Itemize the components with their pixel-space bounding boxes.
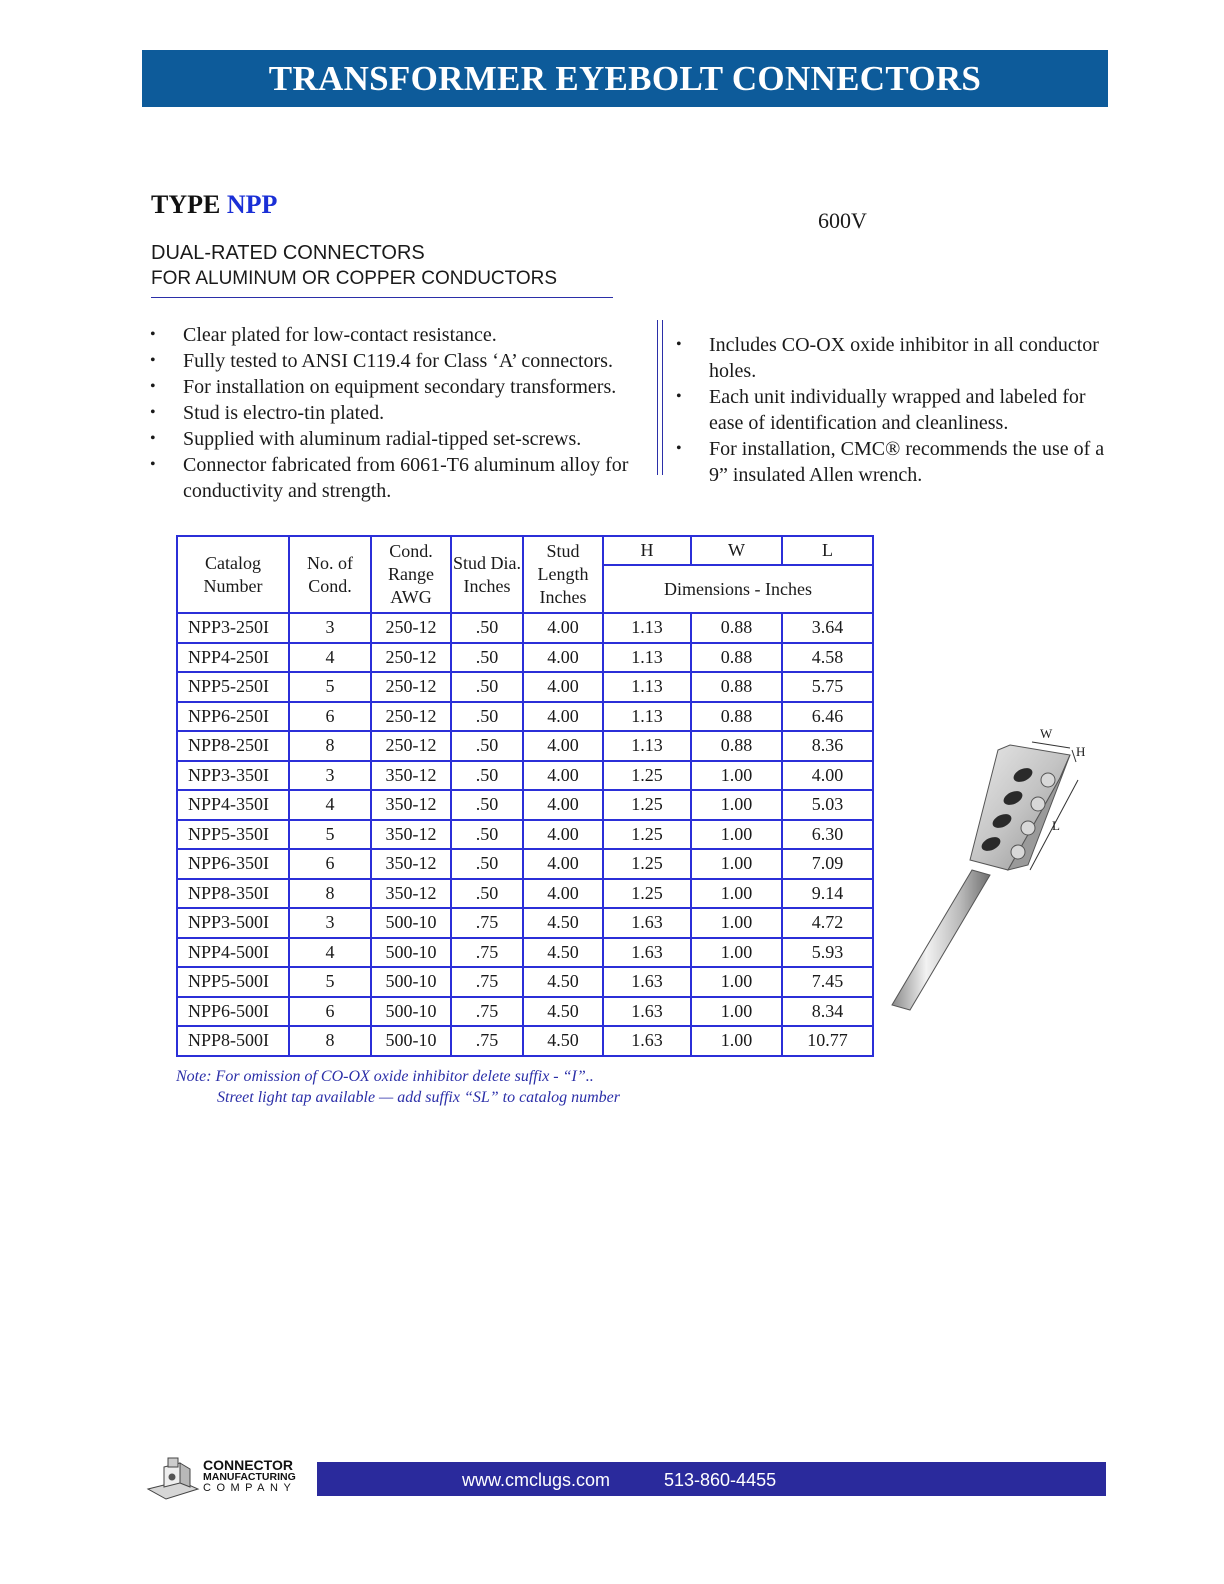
cell-w: 1.00 bbox=[691, 820, 782, 850]
cell-cond: 6 bbox=[289, 997, 371, 1027]
cell-stud-length: 4.00 bbox=[523, 879, 603, 909]
cell-stud-dia: .50 bbox=[451, 643, 523, 673]
table-row bbox=[177, 761, 873, 791]
header-l: L bbox=[782, 536, 873, 565]
cell-h: 1.13 bbox=[603, 672, 691, 702]
cell-l: 10.77 bbox=[782, 1026, 873, 1056]
cell-range: 350-12 bbox=[371, 849, 451, 879]
cell-catalog: NPP3-350I bbox=[177, 761, 289, 791]
cell-l: 8.34 bbox=[782, 997, 873, 1027]
table-row bbox=[177, 731, 873, 761]
feature-item: • Each unit individually wrapped and labeled for ease of identification and cleanliness. bbox=[676, 384, 1106, 436]
cell-range: 350-12 bbox=[371, 820, 451, 850]
cell-w: 0.88 bbox=[691, 613, 782, 643]
cell-stud-dia: .50 bbox=[451, 702, 523, 732]
voltage-rating: 600V bbox=[818, 208, 867, 233]
header-catalog-number: Catalog Number bbox=[177, 536, 289, 613]
cell-w: 1.00 bbox=[691, 879, 782, 909]
cell-range: 250-12 bbox=[371, 643, 451, 673]
header-stud-length: Stud Length Inches bbox=[523, 536, 603, 613]
cell-h: 1.13 bbox=[603, 613, 691, 643]
cell-range: 250-12 bbox=[371, 613, 451, 643]
cell-catalog: NPP6-350I bbox=[177, 849, 289, 879]
cell-range: 500-10 bbox=[371, 908, 451, 938]
header-w: W bbox=[691, 536, 782, 565]
cell-l: 6.30 bbox=[782, 820, 873, 850]
cell-stud-dia: .50 bbox=[451, 761, 523, 791]
cell-catalog: NPP3-250I bbox=[177, 613, 289, 643]
type-prefix: TYPE bbox=[151, 190, 221, 219]
cell-cond: 3 bbox=[289, 761, 371, 791]
table-row bbox=[177, 1026, 873, 1056]
feature-item: • For installation, CMC® recommends the use of a 9” insulated Allen wrench. bbox=[676, 436, 1106, 488]
dimension-l-label: L bbox=[1052, 818, 1060, 833]
cell-stud-dia: .75 bbox=[451, 1026, 523, 1056]
cell-cond: 4 bbox=[289, 790, 371, 820]
cell-h: 1.25 bbox=[603, 849, 691, 879]
cell-range: 350-12 bbox=[371, 790, 451, 820]
subheading-rule bbox=[151, 297, 613, 298]
cell-h: 1.25 bbox=[603, 820, 691, 850]
cell-w: 1.00 bbox=[691, 790, 782, 820]
cell-stud-dia: .75 bbox=[451, 938, 523, 968]
cell-w: 0.88 bbox=[691, 702, 782, 732]
cell-h: 1.25 bbox=[603, 790, 691, 820]
note-line1: Note: For omission of CO-OX oxide inhibitor delete suffix - “I”.. bbox=[176, 1068, 594, 1085]
type-title bbox=[151, 190, 277, 220]
cell-cond: 3 bbox=[289, 908, 371, 938]
feature-item: • Fully tested to ANSI C119.4 for Class ‘A’ connectors. bbox=[150, 348, 670, 374]
footer-phone: 513-860-4455 bbox=[664, 1470, 777, 1490]
header-h: H bbox=[603, 536, 691, 565]
cell-cond: 5 bbox=[289, 672, 371, 702]
cell-stud-dia: .50 bbox=[451, 790, 523, 820]
cell-w: 1.00 bbox=[691, 849, 782, 879]
cell-range: 250-12 bbox=[371, 672, 451, 702]
cell-h: 1.63 bbox=[603, 967, 691, 997]
table-row bbox=[177, 672, 873, 702]
header-cond-range: Cond. Range AWG bbox=[371, 536, 451, 613]
cell-stud-dia: .50 bbox=[451, 820, 523, 850]
cell-stud-length: 4.00 bbox=[523, 790, 603, 820]
cell-h: 1.63 bbox=[603, 908, 691, 938]
cell-stud-length: 4.50 bbox=[523, 967, 603, 997]
cell-h: 1.63 bbox=[603, 997, 691, 1027]
header-stud-dia: Stud Dia. Inches bbox=[451, 536, 523, 613]
cell-range: 250-12 bbox=[371, 702, 451, 732]
cell-catalog: NPP8-350I bbox=[177, 879, 289, 909]
cell-stud-length: 4.00 bbox=[523, 643, 603, 673]
cell-l: 6.46 bbox=[782, 702, 873, 732]
logo-line2: MANUFACTURING bbox=[203, 1471, 296, 1483]
cell-stud-length: 4.00 bbox=[523, 702, 603, 732]
table-row bbox=[177, 997, 873, 1027]
cell-l: 8.36 bbox=[782, 731, 873, 761]
company-logo-text bbox=[203, 1459, 296, 1494]
cell-stud-dia: .75 bbox=[451, 997, 523, 1027]
cell-cond: 3 bbox=[289, 613, 371, 643]
cell-l: 9.14 bbox=[782, 879, 873, 909]
cell-w: 0.88 bbox=[691, 731, 782, 761]
cell-cond: 8 bbox=[289, 879, 371, 909]
cell-cond: 4 bbox=[289, 938, 371, 968]
cell-stud-dia: .50 bbox=[451, 879, 523, 909]
cell-catalog: NPP8-500I bbox=[177, 1026, 289, 1056]
cell-cond: 5 bbox=[289, 820, 371, 850]
table-row bbox=[177, 849, 873, 879]
table-row bbox=[177, 908, 873, 938]
table-row bbox=[177, 790, 873, 820]
cell-stud-length: 4.00 bbox=[523, 761, 603, 791]
cell-l: 5.93 bbox=[782, 938, 873, 968]
cell-cond: 8 bbox=[289, 1026, 371, 1056]
cell-range: 500-10 bbox=[371, 938, 451, 968]
cell-w: 1.00 bbox=[691, 908, 782, 938]
cell-stud-length: 4.00 bbox=[523, 820, 603, 850]
cell-cond: 4 bbox=[289, 643, 371, 673]
cell-cond: 6 bbox=[289, 849, 371, 879]
cell-w: 1.00 bbox=[691, 997, 782, 1027]
page-banner bbox=[142, 50, 1108, 107]
table-row bbox=[177, 938, 873, 968]
cell-cond: 8 bbox=[289, 731, 371, 761]
cell-catalog: NPP5-500I bbox=[177, 967, 289, 997]
note-line2: Street light tap available — add suffix “SL” to catalog number bbox=[217, 1089, 620, 1106]
dimension-w-label: W bbox=[1040, 726, 1053, 741]
cell-catalog: NPP8-250I bbox=[177, 731, 289, 761]
cell-l: 5.03 bbox=[782, 790, 873, 820]
connector-drawing bbox=[880, 720, 1100, 1020]
feature-item: • Connector fabricated from 6061-T6 aluminum alloy for conductivity and strength. bbox=[150, 452, 670, 504]
cell-h: 1.13 bbox=[603, 702, 691, 732]
cell-catalog: NPP5-350I bbox=[177, 820, 289, 850]
cell-range: 500-10 bbox=[371, 1026, 451, 1056]
table-row bbox=[177, 702, 873, 732]
cell-stud-length: 4.50 bbox=[523, 908, 603, 938]
cell-w: 1.00 bbox=[691, 1026, 782, 1056]
table-row bbox=[177, 643, 873, 673]
cell-catalog: NPP4-250I bbox=[177, 643, 289, 673]
logo-line3: COMPANY bbox=[203, 1482, 297, 1494]
header-dimensions: Dimensions - Inches bbox=[603, 565, 873, 613]
cell-h: 1.25 bbox=[603, 761, 691, 791]
footer-website-link[interactable]: www.cmclugs.com bbox=[462, 1470, 611, 1490]
footer-bar bbox=[317, 1462, 1106, 1496]
cell-w: 1.00 bbox=[691, 967, 782, 997]
cell-stud-length: 4.50 bbox=[523, 938, 603, 968]
cell-l: 7.45 bbox=[782, 967, 873, 997]
banner-title: TRANSFORMER EYEBOLT CONNECTORS bbox=[268, 58, 982, 98]
feature-item: • Supplied with aluminum radial-tipped set-screws. bbox=[150, 426, 670, 452]
cell-w: 1.00 bbox=[691, 938, 782, 968]
logo-line1: CONNECTOR bbox=[203, 1457, 293, 1473]
cell-l: 4.00 bbox=[782, 761, 873, 791]
table-row bbox=[177, 879, 873, 909]
cell-w: 1.00 bbox=[691, 761, 782, 791]
cell-stud-length: 4.00 bbox=[523, 613, 603, 643]
feature-item: • Clear plated for low-contact resistance. bbox=[150, 322, 670, 348]
table-row bbox=[177, 820, 873, 850]
cell-w: 0.88 bbox=[691, 672, 782, 702]
cell-stud-length: 4.00 bbox=[523, 849, 603, 879]
cell-catalog: NPP6-250I bbox=[177, 702, 289, 732]
cell-catalog: NPP4-500I bbox=[177, 938, 289, 968]
cell-range: 500-10 bbox=[371, 997, 451, 1027]
cell-catalog: NPP5-250I bbox=[177, 672, 289, 702]
cell-l: 4.58 bbox=[782, 643, 873, 673]
cell-stud-length: 4.50 bbox=[523, 997, 603, 1027]
cell-w: 0.88 bbox=[691, 643, 782, 673]
cell-stud-dia: .50 bbox=[451, 731, 523, 761]
cell-cond: 5 bbox=[289, 967, 371, 997]
subheading-line1: DUAL-RATED CONNECTORS bbox=[151, 242, 425, 264]
feature-item: • For installation on equipment secondary transformers. bbox=[150, 374, 670, 400]
cell-stud-length: 4.00 bbox=[523, 731, 603, 761]
cell-range: 250-12 bbox=[371, 731, 451, 761]
cell-catalog: NPP6-500I bbox=[177, 997, 289, 1027]
subheading-line2: FOR ALUMINUM OR COPPER CONDUCTORS bbox=[151, 268, 558, 289]
feature-divider bbox=[657, 320, 663, 475]
cell-l: 4.72 bbox=[782, 908, 873, 938]
spec-table-body bbox=[177, 613, 873, 1056]
cell-stud-dia: .50 bbox=[451, 672, 523, 702]
feature-item: • Includes CO-OX oxide inhibitor in all conductor holes. bbox=[676, 332, 1106, 384]
cell-range: 500-10 bbox=[371, 967, 451, 997]
feature-item: • Stud is electro-tin plated. bbox=[150, 400, 670, 426]
cell-h: 1.13 bbox=[603, 731, 691, 761]
table-row bbox=[177, 613, 873, 643]
features-right-list bbox=[676, 332, 1106, 488]
cell-catalog: NPP4-350I bbox=[177, 790, 289, 820]
cell-range: 350-12 bbox=[371, 879, 451, 909]
spec-table bbox=[176, 535, 874, 1057]
cell-l: 3.64 bbox=[782, 613, 873, 643]
cell-stud-length: 4.50 bbox=[523, 1026, 603, 1056]
cell-stud-dia: .50 bbox=[451, 849, 523, 879]
cell-l: 7.09 bbox=[782, 849, 873, 879]
type-code: NPP bbox=[226, 190, 278, 219]
cell-h: 1.25 bbox=[603, 879, 691, 909]
cell-stud-dia: .75 bbox=[451, 908, 523, 938]
cell-stud-dia: .50 bbox=[451, 613, 523, 643]
cell-cond: 6 bbox=[289, 702, 371, 732]
cell-catalog: NPP3-500I bbox=[177, 908, 289, 938]
features-left-list bbox=[150, 322, 670, 504]
dimension-h-label: H bbox=[1076, 744, 1086, 759]
cell-h: 1.13 bbox=[603, 643, 691, 673]
cell-h: 1.63 bbox=[603, 938, 691, 968]
cell-h: 1.63 bbox=[603, 1026, 691, 1056]
table-row bbox=[177, 967, 873, 997]
connector-illustration bbox=[880, 720, 1100, 1020]
cell-l: 5.75 bbox=[782, 672, 873, 702]
cell-stud-dia: .75 bbox=[451, 967, 523, 997]
cell-range: 350-12 bbox=[371, 761, 451, 791]
header-no-of-cond: No. of Cond. bbox=[289, 536, 371, 613]
cell-stud-length: 4.00 bbox=[523, 672, 603, 702]
note-block bbox=[176, 1066, 620, 1108]
